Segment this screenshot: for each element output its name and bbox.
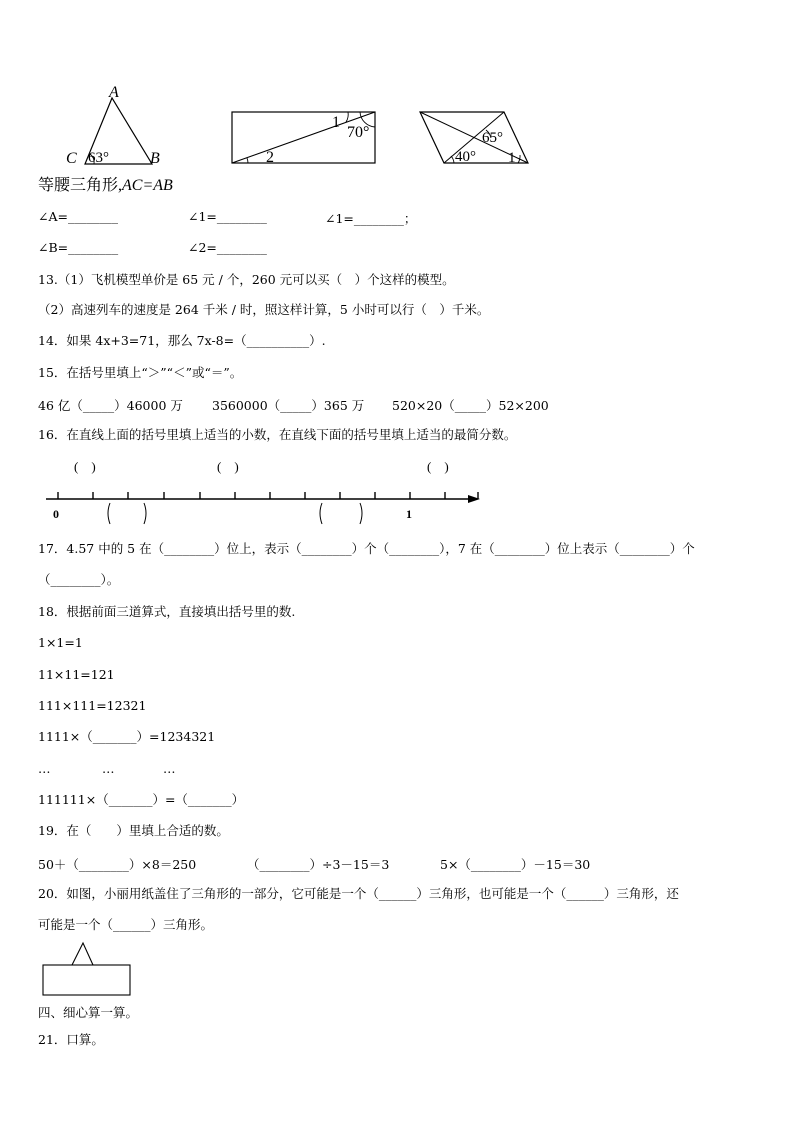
answer-angle-1[interactable]: ∠1=________ <box>188 209 267 224</box>
vertex-c-label: C <box>66 150 77 167</box>
q18-dots-1: … <box>38 761 51 776</box>
question-14: 14．如果 4x+3=71，那么 7x-8=（__________）. <box>38 333 326 348</box>
q19-equation-2[interactable]: （________）÷3－15＝3 <box>247 857 390 872</box>
angle-70-label: 70° <box>347 124 370 141</box>
q19-equation-3[interactable]: 5×（________）－15＝30 <box>440 857 591 872</box>
nl-zero-label: 0 <box>53 507 59 521</box>
rectangle-figure <box>228 106 380 168</box>
question-19: 19．在（ ）里填上合适的数。 <box>38 823 229 838</box>
caption-prefix: 等腰三角形, <box>38 177 123 194</box>
q19-equation-1[interactable]: 50＋（________）×8＝250 <box>38 857 197 872</box>
nl-paren-top-3: ( ) <box>427 459 449 474</box>
covered-triangle-figure <box>40 938 134 998</box>
vertex-a-label: A <box>109 84 119 101</box>
answer-angle-b[interactable]: ∠B=________ <box>38 240 119 255</box>
figure-caption <box>38 172 173 195</box>
q15-compare-3[interactable]: 520×20（_____）52×200 <box>392 398 549 413</box>
angle-65-label: 65° <box>482 130 503 146</box>
nl-paren-top-1: ( ) <box>74 459 96 474</box>
q18-dots-3: … <box>163 761 176 776</box>
question-13-part1: 13.（1）飞机模型单价是 65 元 / 个，260 元可以买（ ）个这样的模型。 <box>38 272 455 287</box>
q18-equation-3: 111×111=12321 <box>38 698 147 713</box>
number-line-figure <box>40 455 490 530</box>
angle-c-label: 63° <box>88 150 109 166</box>
question-16: 16．在直线上面的括号里填上适当的小数，在直线下面的括号里填上适当的最简分数。 <box>38 427 517 442</box>
q18-equation-4[interactable]: 1111×（_______）=1234321 <box>38 729 216 744</box>
answer-angle-2[interactable]: ∠2=________ <box>188 240 267 255</box>
question-15: 15．在括号里填上“＞”“＜”或“＝”。 <box>38 365 243 380</box>
section-4-heading: 四、细心算一算。 <box>38 1005 139 1020</box>
q18-equation-1: 1×1=1 <box>38 635 83 650</box>
question-17-line2: （________）。 <box>38 572 120 587</box>
answer-angle-1b[interactable]: ∠1=________； <box>325 211 417 226</box>
question-20-line2: 可能是一个（______）三角形。 <box>38 917 214 932</box>
angle-2-label: 2 <box>266 149 274 166</box>
caption-equation: AC=AB <box>122 177 173 194</box>
nl-one-label: 1 <box>406 507 412 521</box>
question-18: 18．根据前面三道算式，直接填出括号里的数. <box>38 604 296 619</box>
question-17-line1: 17．4.57 中的 5 在（________）位上，表示（________）个（________），7 在（________）位上表示（________）个 <box>38 541 695 556</box>
isosceles-triangle-figure <box>60 80 180 170</box>
question-20-line1: 20．如图，小丽用纸盖住了三角形的一部分，它可能是一个（______）三角形，也可能是一个（______）三角形，还 <box>38 886 679 901</box>
q15-compare-2[interactable]: 3560000（_____）365 万 <box>212 398 365 413</box>
q18-equation-2: 11×11=121 <box>38 667 115 682</box>
question-21: 21．口算。 <box>38 1032 104 1047</box>
answer-angle-a[interactable]: ∠A=________ <box>38 209 118 224</box>
vertex-b-label: B <box>150 150 160 167</box>
parallelogram-figure <box>416 106 534 168</box>
angle-1-label: 1 <box>332 114 340 131</box>
q18-equation-last[interactable]: 111111×（_______）=（_______） <box>38 792 245 807</box>
q15-compare-1[interactable]: 46 亿（_____）46000 万 <box>38 398 183 413</box>
question-13-part2: （2）高速列车的速度是 264 千米 / 时，照这样计算，5 小时可以行（ ）千米。 <box>38 302 490 317</box>
q18-dots-2: … <box>102 761 115 776</box>
angle-40-label: 40° <box>455 149 476 165</box>
angle-1-label-par: 1 <box>508 150 516 166</box>
nl-paren-top-2: ( ) <box>217 459 239 474</box>
